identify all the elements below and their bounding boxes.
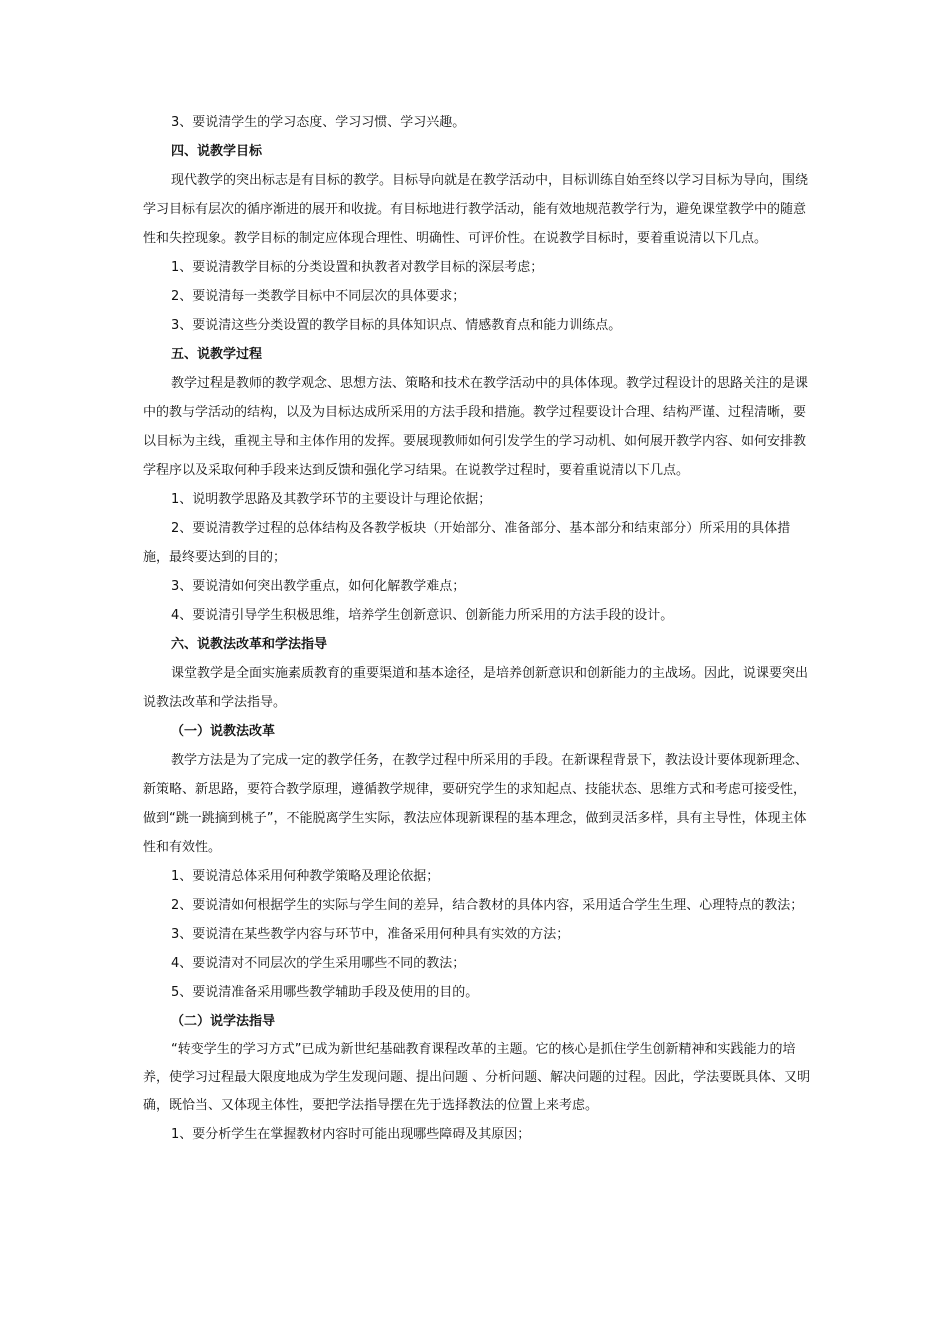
list-item-guidance-1: 1、要分析学生在掌握教材内容时可能出现哪些障碍及其原因； bbox=[171, 1127, 531, 1142]
list-item-goals-1: 1、要说清教学目标的分类设置和执教者对教学目标的深层考虑； bbox=[171, 260, 544, 275]
list-item-process-3: 3、要说清如何突出教学重点，如何化解教学难点； bbox=[171, 579, 466, 594]
section-heading-teaching-process: 五、说教学过程 bbox=[171, 347, 263, 362]
list-item-goals-2: 2、要说清每一类教学目标中不同层次的具体要求； bbox=[171, 289, 466, 304]
paragraph-methods-intro: 课堂教学是全面实施素质教育的重要渠道和基本途径，是培养创新意识和创新能力的主战场。因此，说课要突出说教法改革和学法指导。 bbox=[143, 666, 809, 710]
section-heading-methods: 六、说教法改革和学法指导 bbox=[171, 637, 328, 652]
paragraph-teaching-process: 教学过程是教师的教学观念、思想方法、策略和技术在教学活动中的具体体现。教学过程设计的思路关注的是课中的教与学活动的结构，以及为目标达成所采用的方法手段和措施。教学过程要设计合理、结构严谨、过程清晰，要以目标为主线，重视主导和主体作用的发挥。要展现教师如何引发学生的学习动机、如何展开教学内容、如何安排教学程序以及采取何种手段来达到反馈和强化学习结果。在说教学过程时，要着重说清以下几点。 bbox=[143, 376, 809, 478]
list-item-method-4: 4、要说清对不同层次的学生采用哪些不同的教法； bbox=[171, 956, 466, 971]
list-item-process-1: 1、说明教学思路及其教学环节的主要设计与理论依据； bbox=[171, 492, 492, 507]
list-item-method-5: 5、要说清准备采用哪些教学辅助手段及使用的目的。 bbox=[171, 985, 479, 1000]
subsection-heading-learning-guidance: （二）说学法指导 bbox=[171, 1014, 276, 1029]
list-item-learning-attitude: 3、要说清学生的学习态度、学习习惯、学习兴趣。 bbox=[171, 115, 466, 130]
list-item-method-1: 1、要说清总体采用何种教学策略及理论依据； bbox=[171, 869, 440, 884]
paragraph-teaching-method: 教学方法是为了完成一定的教学任务，在教学过程中所采用的手段。在新课程背景下，教法设计要体现新理念、新策略、新思路，要符合教学原理，遵循教学规律，要研究学生的求知起点、技能状态、思维方式和考虑可接受性，做到“跳一跳摘到桃子”，不能脱离学生实际，教法应体现新课程的基本理念，做到灵活多样，具有主导性，体现主体性和有效性。 bbox=[143, 753, 809, 855]
subsection-heading-teaching-method: （一）说教法改革 bbox=[171, 724, 276, 739]
paragraph-learning-guidance: “转变学生的学习方式”已成为新世纪基础教育课程改革的主题。它的核心是抓住学生创新精神和实践能力的培养，使学习过程最大限度地成为学生发现问题、提出问题 、分析问题、解决问题的过程。因此，学法要既具体、又明确，既恰当、又体现主体性，要把学法指导摆在先于选择教法的位置上来考虑。 bbox=[143, 1042, 811, 1113]
list-item-process-4: 4、要说清引导学生积极思维，培养学生创新意识、创新能力所采用的方法手段的设计。 bbox=[171, 608, 674, 623]
list-item-goals-3: 3、要说清这些分类设置的教学目标的具体知识点、情感教育点和能力训练点。 bbox=[171, 318, 622, 333]
document-page bbox=[143, 108, 813, 1149]
list-item-method-2: 2、要说清如何根据学生的实际与学生间的差异，结合教材的具体内容，采用适合学生生理、心理特点的教法； bbox=[171, 898, 804, 913]
list-item-process-2: 2、要说清教学过程的总体结构及各教学板块（开始部分、准备部分、基本部分和结束部分）所采用的具体措施，最终要达到的目的； bbox=[143, 521, 791, 565]
list-item-method-3: 3、要说清在某些教学内容与环节中，准备采用何种具有实效的方法； bbox=[171, 927, 570, 942]
paragraph-teaching-goals: 现代教学的突出标志是有目标的教学。目标导向就是在教学活动中，目标训练自始至终以学习目标为导向，围绕学习目标有层次的循序渐进的展开和收拢。有目标地进行教学活动，能有效地规范教学行为，避免课堂教学中的随意性和失控现象。教学目标的制定应体现合理性、明确性、可评价性。在说教学目标时，要着重说清以下几点。 bbox=[143, 173, 809, 246]
section-heading-teaching-goals: 四、说教学目标 bbox=[171, 144, 263, 159]
